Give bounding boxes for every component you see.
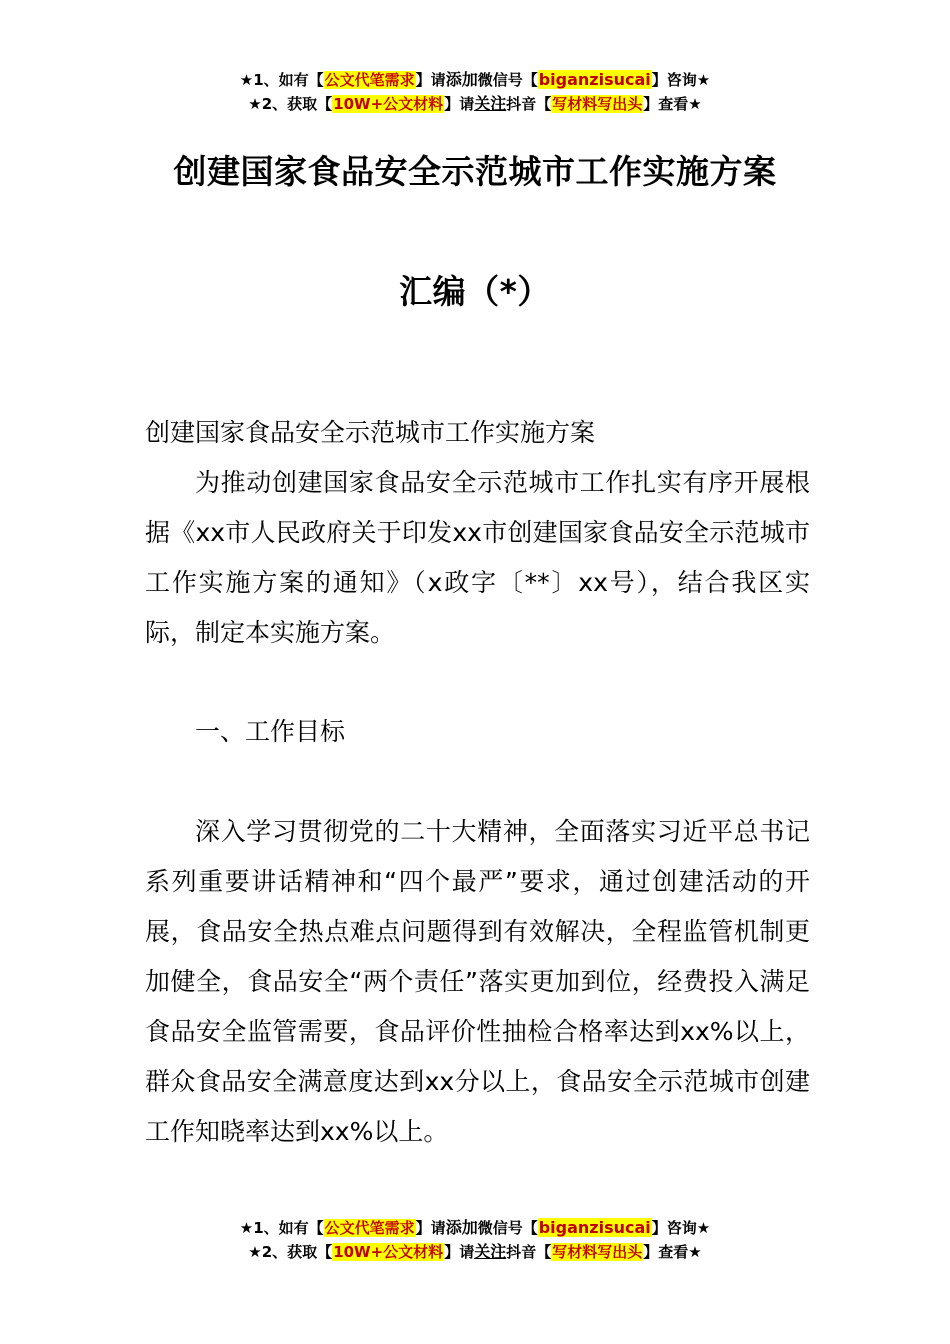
promo-text: 微信号【: [477, 1219, 538, 1237]
promo-text: 抖音【: [506, 1243, 552, 1261]
promo-line-2: [0, 92, 950, 116]
promo-text: 】请: [444, 1243, 475, 1261]
promo-text: 】查看★: [643, 95, 702, 113]
promo-text: ★1、如有【: [239, 71, 324, 89]
promo-highlight: 10W+公文材料: [333, 1243, 444, 1261]
promo-text: 】请: [444, 95, 475, 113]
promo-highlight: 公文代笔需求: [324, 1219, 415, 1237]
promo-text: ★2、获取【: [248, 1243, 333, 1261]
promo-text: 关注: [474, 1242, 507, 1261]
document-subtitle: 汇编（*）: [399, 272, 551, 311]
promo-highlight: 写材料写出头: [552, 1243, 643, 1261]
section-heading-goals: 一、工作目标: [195, 717, 346, 746]
promo-text: 】咨询★: [651, 71, 711, 89]
document-title: 创建国家食品安全示范城市工作实施方案: [173, 152, 777, 191]
body-heading: 创建国家食品安全示范城市工作实施方案: [145, 418, 596, 447]
promo-line-2: [0, 1240, 950, 1264]
promo-text: 】查看★: [643, 1243, 702, 1261]
promo-line-1: [0, 68, 950, 92]
promo-highlight: 写材料写出头: [552, 95, 643, 113]
promo-banner-top: [0, 68, 950, 116]
promo-highlight: biganzisucai: [538, 1218, 651, 1237]
promo-text: 关注: [474, 94, 507, 113]
promo-text: ★2、获取【: [248, 95, 333, 113]
promo-text: 】请: [415, 1219, 446, 1237]
promo-text: 添加: [445, 1218, 478, 1237]
promo-text: ★1、如有【: [239, 1219, 324, 1237]
promo-text: 添加: [445, 70, 478, 89]
promo-text: 微信号【: [477, 71, 538, 89]
promo-text: 抖音【: [506, 95, 552, 113]
promo-banner-bottom: [0, 1216, 950, 1264]
promo-text: 】咨询★: [651, 1219, 711, 1237]
promo-text: 】请: [415, 71, 446, 89]
promo-highlight: biganzisucai: [538, 70, 651, 89]
promo-line-1: [0, 1216, 950, 1240]
promo-highlight: 10W+公文材料: [333, 95, 444, 113]
promo-highlight: 公文代笔需求: [324, 71, 415, 89]
paragraph-intro: 为推动创建国家食品安全示范城市工作扎实有序开展根据《xx市人民政府关于印发xx市创建国家食品安全示范城市工作实施方案的通知》（x政字〔**〕xx号），结合我区实际，制定本实施方案。: [145, 468, 810, 647]
paragraph-goals: 深入学习贯彻党的二十大精神，全面落实习近平总书记系列重要讲话精神和“四个最严”要求，通过创建活动的开展，食品安全热点难点问题得到有效解决，全程监管机制更加健全，食品安全“两个责任”落实更加到位，经费投入满足食品安全监管需要，食品评价性抽检合格率达到xx%以上，群众食品安全满意度达到xx分以上，食品安全示范城市创建工作知晓率达到xx%以上。: [145, 817, 810, 1146]
